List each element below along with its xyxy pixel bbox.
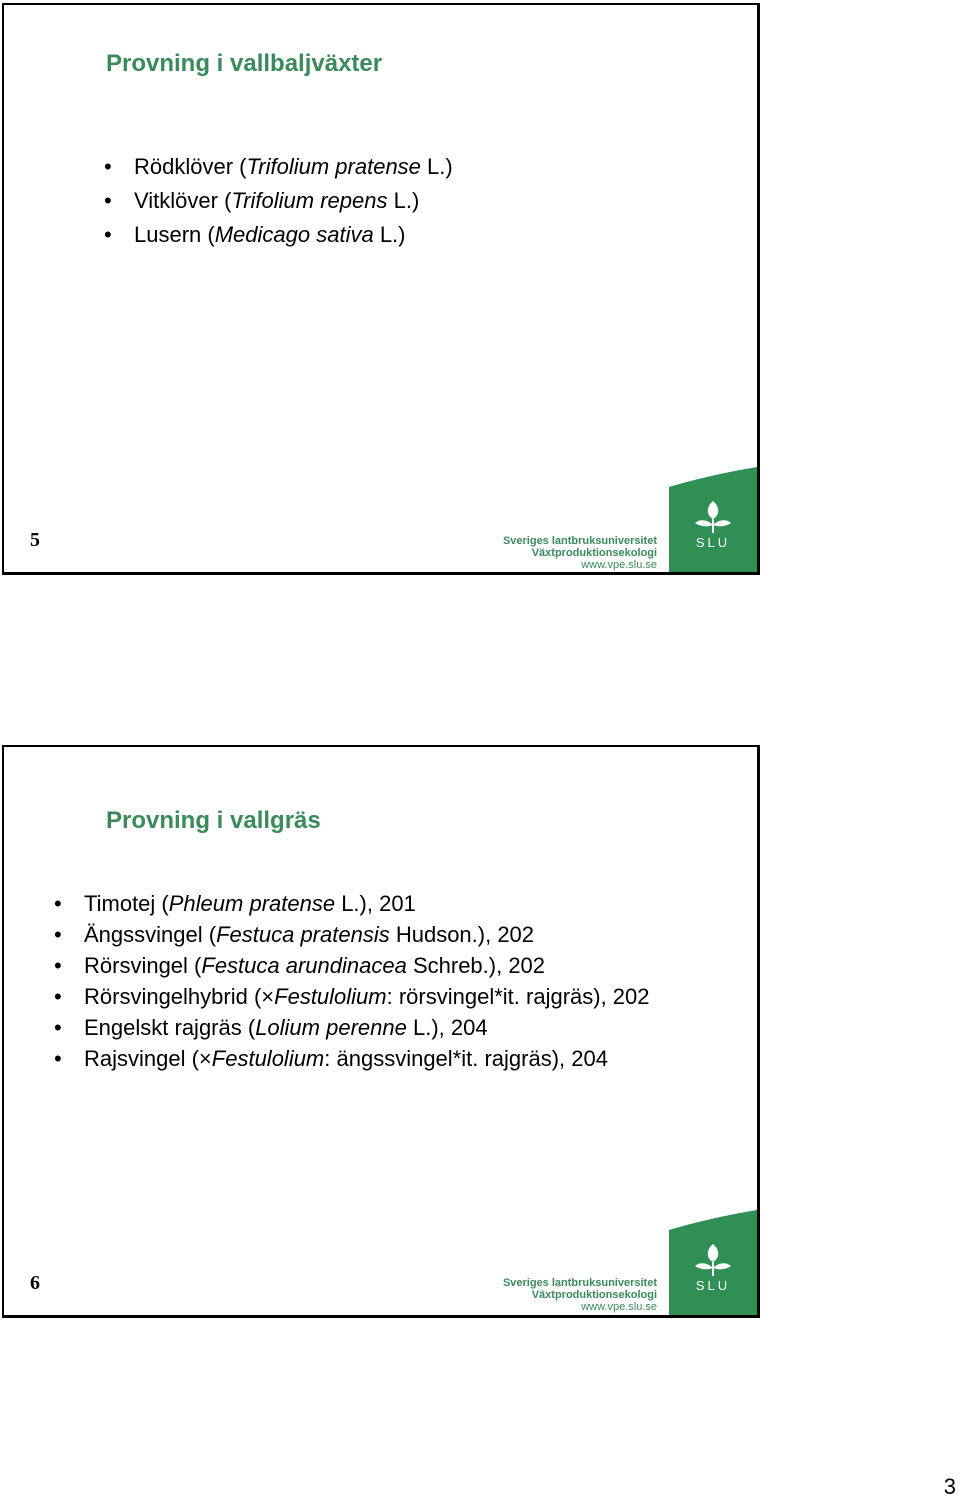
list-item: • Ängssvingel (Festuca pratensis Hudson.), 202 <box>54 919 650 950</box>
footer-url: www.vpe.slu.se <box>581 1301 657 1313</box>
list-item: • Engelskt rajgräs (Lolium perenne L.), 204 <box>54 1012 650 1043</box>
slide-title: Provning i vallgräs <box>106 807 321 834</box>
footer-department: Växtproduktionsekologi <box>531 547 657 559</box>
footer-department: Växtproduktionsekologi <box>531 1289 657 1301</box>
list-item: • Lusern (Medicago sativa L.) <box>104 218 453 252</box>
slide-number: 6 <box>30 1272 40 1294</box>
bullet-list <box>54 888 650 1074</box>
slide-number: 5 <box>30 529 40 551</box>
list-item: • Timotej (Phleum pratense L.), 201 <box>54 888 650 919</box>
bullet-list <box>104 150 453 252</box>
slu-logo <box>669 467 757 572</box>
slu-logo-icon <box>669 467 757 572</box>
bullet-icon: • <box>54 922 62 947</box>
footer-url: www.vpe.slu.se <box>581 559 657 571</box>
bullet-icon: • <box>104 154 112 179</box>
list-item: • Rörsvingel (Festuca arundinacea Schreb.), 202 <box>54 950 650 981</box>
slide-6 <box>2 745 760 1318</box>
list-item: • Rödklöver (Trifolium pratense L.) <box>104 150 453 184</box>
list-item: • Rajsvingel (×Festulolium: ängssvingel*it. rajgräs), 204 <box>54 1043 650 1074</box>
slide-title: Provning i vallbaljväxter <box>106 50 383 77</box>
bullet-icon: • <box>54 1046 62 1071</box>
list-item: • Rörsvingelhybrid (×Festulolium: rörsvingel*it. rajgräs), 202 <box>54 981 650 1012</box>
footer-university: Sveriges lantbruksuniversitet <box>502 1277 657 1289</box>
bullet-icon: • <box>54 891 62 916</box>
svg-text:SLU: SLU <box>695 535 731 550</box>
bullet-icon: • <box>54 1015 62 1040</box>
page-number: 3 <box>943 1474 956 1499</box>
slide-5 <box>2 3 760 575</box>
footer-text <box>503 535 657 571</box>
bullet-icon: • <box>104 188 112 213</box>
slu-logo-icon <box>669 1210 757 1315</box>
svg-text:SLU: SLU <box>695 1278 731 1293</box>
footer-text <box>503 1277 657 1313</box>
slu-logo <box>669 1210 757 1315</box>
bullet-icon: • <box>54 953 62 978</box>
footer-university: Sveriges lantbruksuniversitet <box>502 535 657 547</box>
bullet-icon: • <box>54 984 62 1009</box>
bullet-icon: • <box>104 222 112 247</box>
list-item: • Vitklöver (Trifolium repens L.) <box>104 184 453 218</box>
